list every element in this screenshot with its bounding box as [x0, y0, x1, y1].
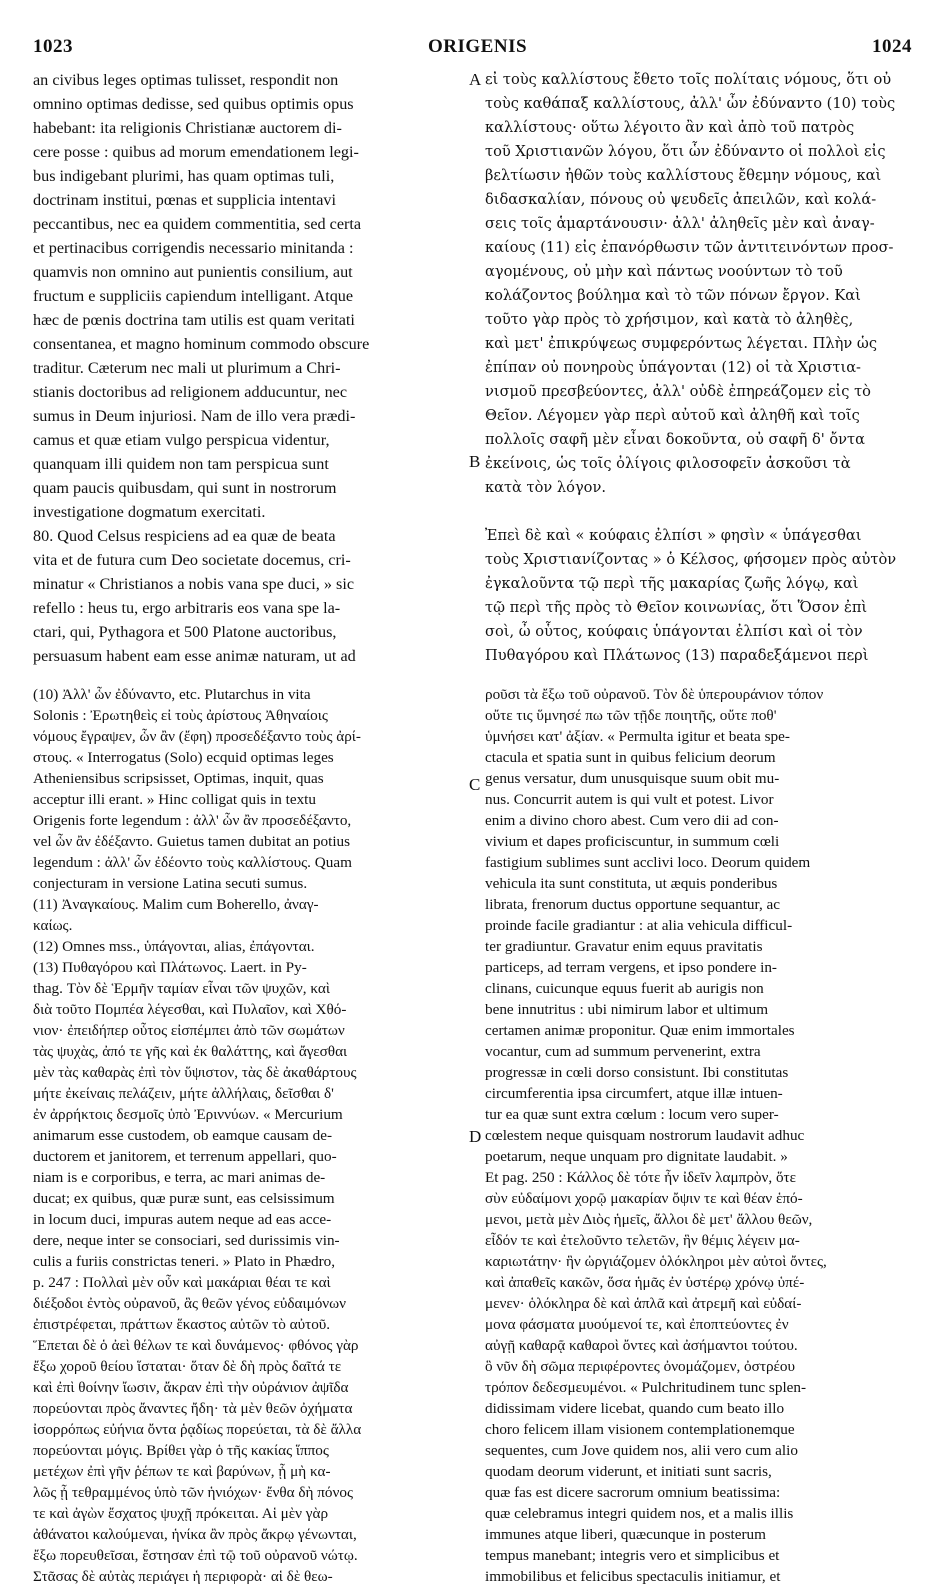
text-line: ἀθάνατοι καλούμεναι, ἡνίκα ἂν πρὸς ἄκρῳ γένωνται,: [33, 1526, 357, 1543]
column-marker-b: B: [469, 452, 481, 471]
text-line: ὑμνήσει κατ' ἀξίαν. « Permulta igitur et beata spe-: [485, 728, 790, 745]
text-line: τοῦ Χριστιανῶν λόγου, ὅτι ὧν ἐδύναντο οἱ πολλοὶ εἰς: [485, 143, 886, 160]
text-line: particeps, ad terram vergens, et ipso pondere in-: [485, 959, 777, 976]
text-line: σοὶ, ὦ οὗτος, κούφαις ὑπάγονται ἐλπίσι καὶ οἱ τὸν: [485, 623, 863, 640]
text-line: μὲν τὰς καθαρὰς ἐπὶ τὸν ὕψιστον, τὰς δὲ ἀκαθάρτους: [33, 1064, 357, 1081]
text-line: καίως.: [33, 917, 73, 934]
text-line: τοῦτο γὰρ πρὸς τὸ χρήσιμον, καὶ κατὰ τὸ ἀληθὲς,: [485, 311, 854, 328]
text-line: vocantur, cum ad summum pervenerint, extra: [485, 1043, 761, 1060]
text-line: [485, 500, 910, 524]
text-line: εἰ τοὺς καλλίστους ἔθετο τοῖς πολίταις νόμους, ὅτι οὐ: [485, 71, 892, 88]
text-line: στους. « Interrogatus (Solo) ecquid optimas leges: [33, 749, 334, 766]
text-line: μετέχων ἐπὶ γῆν ῥέπων τε καὶ βαρύνων, ᾗ μὴ κα-: [33, 1463, 331, 1480]
greek-main-text: [485, 68, 910, 668]
text-line: legendum : ἀλλ' ὧν ἐδέοντο τοὺς καλλίστους. Quam: [33, 854, 352, 871]
column-marker-c: C: [469, 775, 481, 794]
text-line: vehicula ita sunt constituta, ut æquis ponderibus: [485, 875, 778, 892]
text-line: διέξοδοι ἐντὸς οὐρανοῦ, ἃς θεῶν γένος εὐδαιμόνων: [33, 1295, 347, 1312]
running-title: ORIGENIS: [428, 36, 528, 57]
text-line: (10) Ἀλλ' ὧν ἐδύναντο, etc. Plutarchus in vita: [33, 686, 311, 703]
text-line: culis a furiis constrictas teneri. » Plato in Phædro,: [33, 1253, 336, 1270]
text-line: habebant: ita religionis Christianæ auctorem di-: [33, 119, 342, 137]
text-line: οὔτε τις ὕμνησέ πω τῶν τῇδε ποιητῆς, οὔτε ποθ': [485, 707, 777, 724]
text-line: (13) Πυθαγόρου καὶ Πλάτωνος. Laert. in Py-: [33, 959, 307, 976]
text-line: camus et quæ etiam vulgo perspicua videntur,: [33, 431, 330, 449]
text-line: τοὺς καθάπαξ καλλίστους, ἀλλ' ὧν ἐδύναντο (10) τοὺς: [485, 95, 896, 112]
text-line: Et pag. 250 : Κάλλος δὲ τότε ἦν ἰδεῖν λαμπρὸν, ὅτε: [485, 1169, 797, 1186]
text-line: νόμους ἔγραψεν, ὧν ἂν (ἔφη) προσεδέξαντο τοὺς ἀρί-: [33, 728, 361, 745]
text-line: omnino optimas dedisse, sed quibus optimis opus: [33, 95, 354, 113]
text-line: hæc de pœnis doctrina tam utilis est quam veritati: [33, 311, 355, 329]
text-line: acceptur illi erant. » Hinc colligat quis in textu: [33, 791, 316, 808]
text-line: tempus manebant; integris vero et simplicibus et: [485, 1547, 780, 1564]
text-line: an civibus leges optimas tulisset, respondit non: [33, 71, 339, 89]
text-line: proinde facile gradiantur : at alia vehicula difficul-: [485, 917, 793, 934]
text-line: thag. Τὸν δὲ Ἑρμῆν ταμίαν εἶναι τῶν ψυχῶν, καὶ: [33, 980, 330, 997]
text-line: peccantibus, nec ea quidem commentitia, sed certa: [33, 215, 362, 233]
text-line: ἐπίπαν οὐ πονηροὺς ὑπάγονται (12) οἱ τὰ Χριστια-: [485, 359, 861, 376]
text-line: immobilibus et felicibus spectaculis initiamur, et: [485, 1568, 781, 1585]
text-line: σὺν εὐδαίμονι χορῷ μακαρίαν ὄψιν τε καὶ θέαν ἑπό-: [485, 1190, 803, 1207]
text-line: αὐγῇ καθαρᾷ καθαροὶ ὄντες καὶ ἀσήμαντοι τούτου.: [485, 1337, 798, 1354]
text-line: cœlestem neque quisquam nostrorum laudavit adhuc: [485, 1127, 805, 1144]
text-line: fructum e suppliciis capiendum intelligant. Atque: [33, 287, 354, 305]
text-line: ἐπιστρέφεται, πράττων ἕκαστος αὐτῶν τὸ αὐτοῦ.: [33, 1316, 331, 1333]
text-line: εἶδόν τε καὶ ἐτελοῦντο τελετῶν, ἣν θέμις λέγειν μα-: [485, 1232, 800, 1249]
text-line: διὰ τοῦτο Πομπέα λέγεσθαι, καὶ Πυλαῖον, καὶ Χθό-: [33, 1001, 347, 1018]
page-number-right: 1024: [872, 36, 912, 57]
text-line: circumferentia ipsa circumfert, atque illæ intuen-: [485, 1085, 783, 1102]
text-line: et pertinacibus corrigendis necessario minitanda :: [33, 239, 354, 257]
text-line: p. 247 : Πολλαὶ μὲν οὖν καὶ μακάριαι θέαι τε καὶ: [33, 1274, 331, 1291]
text-line: (11) Ἀναγκαίους. Malim cum Boherello, ἀναγ-: [33, 896, 319, 913]
text-line: λῶς ᾖ τεθραμμένος ὑπὸ τῶν ἡνιόχων· ἔνθα δὴ πόνος: [33, 1484, 353, 1501]
text-line: quodam deorum viderunt, et initiati sunt sacris,: [485, 1463, 772, 1480]
text-line: κολάζοντος βούλημα καὶ τὸ τῶν πόνων ἔργον. Καὶ: [485, 287, 861, 304]
text-line: librata, frenorum ductus opportune sequantur, ac: [485, 896, 781, 913]
text-line: Atheniensibus scripsisset, Optimas, inquit, quas: [33, 770, 324, 787]
column-marker-d: D: [469, 1127, 482, 1146]
text-line: minatur « Christianos a nobis vana spe duci, » sic: [33, 575, 354, 593]
text-line: (12) Omnes mss., ὑπάγονται, alias, ἐπάγονται.: [33, 938, 315, 955]
text-line: progressæ in cœli dorso consistunt. Ibi constitutas: [485, 1064, 789, 1081]
text-line: τῷ περὶ τῆς πρὸς τὸ Θεῖον κοινωνίας, ὅτι Ὅσον ἐπὶ: [485, 599, 868, 616]
text-line: traditur. Cæterum nec mali ut plurimum a Chri-: [33, 359, 341, 377]
text-line: quæ fas est dicere sacrorum omnium beatissima:: [485, 1484, 781, 1501]
text-line: vita et de futura cum Deo societate docemus, cri-: [33, 551, 351, 569]
text-line: διδασκαλίαν, πόνους οὐ ψευδεῖς ἀπειλῶν, καὶ κολά-: [485, 191, 877, 208]
text-line: tur ea quæ sunt extra cœlum : locum vero super-: [485, 1106, 779, 1123]
latin-main-text: [33, 68, 465, 668]
text-line: Θεῖον. Λέγομεν γὰρ περὶ αὐτοῦ καὶ ἀληθῆ καὶ τοῖς: [485, 407, 860, 424]
text-line: poetarum, neque unquam pro dignitate laudabit. »: [485, 1148, 788, 1165]
text-line: ροῦσι τὰ ἔξω τοῦ οὐρανοῦ. Τὸν δὲ ὑπερουράνιον τόπον: [485, 686, 824, 703]
text-line: dere, neque inter se consociari, sed durissimis vin-: [33, 1232, 340, 1249]
text-line: investigatione dogmatum exercitati.: [33, 503, 266, 521]
text-line: Ἐπεὶ δὲ καὶ « κούφαις ἐλπίσι » φησὶν « ὑπάγεσθαι: [485, 527, 862, 544]
text-line: μενοι, μετὰ μὲν Διὸς ἡμεῖς, ἄλλοι δὲ μετ' ἄλλου θεῶν,: [485, 1211, 813, 1228]
text-line: ἐκείνοις, ὡς τοῖς ὀλίγοις φιλοσοφεῖν ἀσκοῦσι τὰ: [485, 455, 851, 472]
text-line: τὰς ψυχὰς, ἀπό τε γῆς καὶ ἐκ θαλάττης, καὶ ἄγεσθαι: [33, 1043, 348, 1060]
text-line: τρόπον δεδεσμευμένοι. « Pulchritudinem tunc splen-: [485, 1379, 807, 1396]
text-line: μενεν· ὁλόκληρα δὲ καὶ ἁπλᾶ καὶ ἀτρεμῆ καὶ εὐδαί-: [485, 1295, 802, 1312]
text-line: αγομένους, οὐ μὴν καὶ πάντως νοούντων τὸ τοῦ: [485, 263, 843, 280]
text-line: ductorem et janitorem, et terrenum appellari, quo-: [33, 1148, 337, 1165]
text-line: ἔξω χοροῦ θείου ἵσταται· ὅταν δὲ δὴ πρὸς δαῖτά τε: [33, 1358, 342, 1375]
text-line: vel ὧν ἂν ἐδέξαντο. Guietus tamen dubitat an potius: [33, 833, 351, 850]
text-line: nus. Concurrit autem is qui vult et potest. Livor: [485, 791, 774, 808]
text-line: πορεύονται πρὸς ἄναντες ἤδη· τὰ μὲν θεῶν ὀχήματα: [33, 1400, 353, 1417]
text-line: καὶ ἐπὶ θοίνην ἴωσιν, ἄκραν ἐπὶ τὴν οὐράνιον ἀψῖδα: [33, 1379, 349, 1396]
text-line: stianis doctoribus ad religionem adducuntur, nec: [33, 383, 348, 401]
text-line: νιον· ἐπειδήπερ οὗτος εἰσπέμπει ἀπὸ τῶν σωμάτων: [33, 1022, 345, 1039]
text-line: doctrinam institui, pœnas et supplicia intentavi: [33, 191, 337, 209]
page-number-left: 1023: [33, 36, 73, 57]
text-line: clinans, cuicunque equus fuerit ab aurigis non: [485, 980, 764, 997]
text-line: Origenis forte legendum : ἀλλ' ὧν ἂν προσεδέξαντο,: [33, 812, 352, 829]
text-line: καλλίστους· οὕτω λέγοιτο ἂν καὶ ἀπὸ τοῦ πατρὸς: [485, 119, 855, 136]
text-line: bene innutritus : ubi nimirum labor et ultimum: [485, 1001, 769, 1018]
text-line: cere posse : quibus ad morum emendationem legi-: [33, 143, 359, 161]
text-line: σεις τοῖς ἁμαρτάνουσιν· ἀλλ' ἀληθεῖς μὲν καὶ ἀναγ-: [485, 215, 875, 232]
text-line: consentanea, et magno hominum commodo obscure: [33, 335, 370, 353]
text-line: ἔξω πορευθεῖσαι, ἔστησαν ἐπὶ τῷ τοῦ οὐρανοῦ νώτῳ.: [33, 1547, 358, 1564]
text-line: πολλοῖς σαφῆ μὲν εἶναι δοκοῦντα, οὐ σαφῆ δ' ὄντα: [485, 431, 865, 448]
text-line: ducat; ex quibus, quæ puræ sunt, eas celsissimum: [33, 1190, 335, 1207]
text-line: in locum duci, impuras autem neque ad eas acce-: [33, 1211, 332, 1228]
text-line: Solonis : Ἐρωτηθεὶς εἰ τοὺς ἀρίστους Ἀθηναίοις: [33, 707, 328, 724]
text-line: persuasum habent eam esse animæ naturam, ut ad: [33, 647, 356, 665]
footnotes-left-column: [33, 684, 469, 1587]
text-line: quanquam illi quidem non tam perspicua sunt: [33, 455, 329, 473]
text-line: ἐγκαλοῦντα τῷ περὶ τῆς μακαρίας ζωῆς λόγῳ, καὶ: [485, 575, 859, 592]
text-line: quamvis non omnino aut punientis consilium, aut: [33, 263, 353, 281]
text-line: vivium et dapes proficiscuntur, in summum cœli: [485, 833, 780, 850]
text-line: refello : heus tu, ergo arbitraris eos vana spe la-: [33, 599, 341, 617]
text-line: enim a divino choro abest. Cum vero dii ad con-: [485, 812, 779, 829]
text-line: niam is e corporibus, e terra, ac mari animas de-: [33, 1169, 326, 1186]
text-line: didissimam videre licebat, quando cum beato illo: [485, 1400, 785, 1417]
text-line: choro felicem illam visionem contemplationemque: [485, 1421, 795, 1438]
text-line: 80. Quod Celsus respiciens ad ea quæ de beata: [33, 527, 336, 545]
text-line: fastigium sublimes sunt acclivi loco. Deorum quidem: [485, 854, 811, 871]
footnotes-right-column: [485, 684, 910, 1587]
text-line: ὃ νῦν δὴ σῶμα περιφέροντες ὀνομάζομεν, ὀστρέου: [485, 1358, 796, 1375]
text-line: animarum esse custodem, ob eamque causam de-: [33, 1127, 333, 1144]
text-line: ἰσορρόπως εὐήνια ὄντα ῥᾳδίως πορεύεται, τὰ δὲ ἄλλα: [33, 1421, 362, 1438]
text-line: βελτίωσιν ἠθῶν τοὺς καλλίστους ἔθεμην νόμους, καὶ: [485, 167, 882, 184]
text-line: genus versatur, dum unusquisque suum obit mu-: [485, 770, 780, 787]
text-line: sumus in Deum injuriosi. Nam de illo vera prædi-: [33, 407, 356, 425]
text-line: κατὰ τὸν λόγον.: [485, 479, 606, 496]
text-line: καριωτάτην· ἣν ὠργιάζομεν ὁλόκληροι μὲν αὐτοὶ ὄντες,: [485, 1253, 827, 1270]
text-line: μήτε ἐκείναις πελάζειν, μήτε ἀλλήλαις, δεῖσθαι δ': [33, 1085, 334, 1102]
text-line: sequentes, cum Jove quidem nos, alii vero cum alio: [485, 1442, 798, 1459]
text-line: νισμοῦ πρεσβεύοντες, ἀλλ' οὐδὲ ἐπηρεάζομεν εἰς τὸ: [485, 383, 871, 400]
text-line: ctacula et spatia sunt in quibus felicium deorum: [485, 749, 776, 766]
text-line: καὶ ἀπαθεῖς κακῶν, ὅσα ἡμᾶς ἐν ὑστέρῳ χρόνῳ ὑπέ-: [485, 1274, 805, 1291]
text-line: καὶ μετ' ἐπικρύψεως συμφερόντως λέγεται. Πλὴν ὡς: [485, 335, 877, 352]
text-line: ter gradiuntur. Gravatur enim equus pravitatis: [485, 938, 763, 955]
text-line: conjecturam in versione Latina secuti sumus.: [33, 875, 308, 892]
text-line: μονα φάσματα μυούμενοί τε, καὶ ἐποπτεύοντες ἐν: [485, 1316, 789, 1333]
column-marker-a: A: [469, 70, 482, 89]
text-line: τε καὶ ἀγὼν ἔσχατος ψυχῇ πρόκειται. Αἱ μὲν γὰρ: [33, 1505, 329, 1522]
text-line: Ἕπεται δὲ ὁ ἀεὶ θέλων τε καὶ δυνάμενος· φθόνος γὰρ: [33, 1337, 359, 1354]
text-line: Πυθαγόρου καὶ Πλάτωνος (13) παραδεξάμενοι περὶ: [485, 647, 869, 664]
text-line: quæ celebramus integri quidem nos, et a malis illis: [485, 1505, 794, 1522]
text-line: bus indigebant plurimi, has quam optimas tuli,: [33, 167, 335, 185]
text-line: immunes atque liberi, quæcunque in posterum: [485, 1526, 766, 1543]
text-line: πορεύονται μόγις. Βρίθει γὰρ ὁ τῆς κακίας ἵππος: [33, 1442, 329, 1459]
text-line: ctari, qui, Pythagora et 500 Platone auctoribus,: [33, 623, 337, 641]
text-line: ἐν ἀρρήκτοις δεσμοῖς ὑπὸ Ἐριννύων. « Mercurium: [33, 1106, 343, 1123]
text-line: τοὺς Χριστιανίζοντας » ὁ Κέλσος, φήσομεν πρὸς αὐτὸν: [485, 551, 897, 568]
text-line: Στᾶσας δὲ αὐτὰς περιάγει ἡ περιφορὰ· αἱ δὲ θεω-: [33, 1568, 333, 1585]
text-line: quam paucis quibusdam, qui sunt in nostrorum: [33, 479, 337, 497]
text-line: certamen animæ proponitur. Quæ enim immortales: [485, 1022, 795, 1039]
text-line: καίους (11) εἰς ἐπανόρθωσιν τῶν ἀντιτεινόντων προσ-: [485, 239, 894, 256]
